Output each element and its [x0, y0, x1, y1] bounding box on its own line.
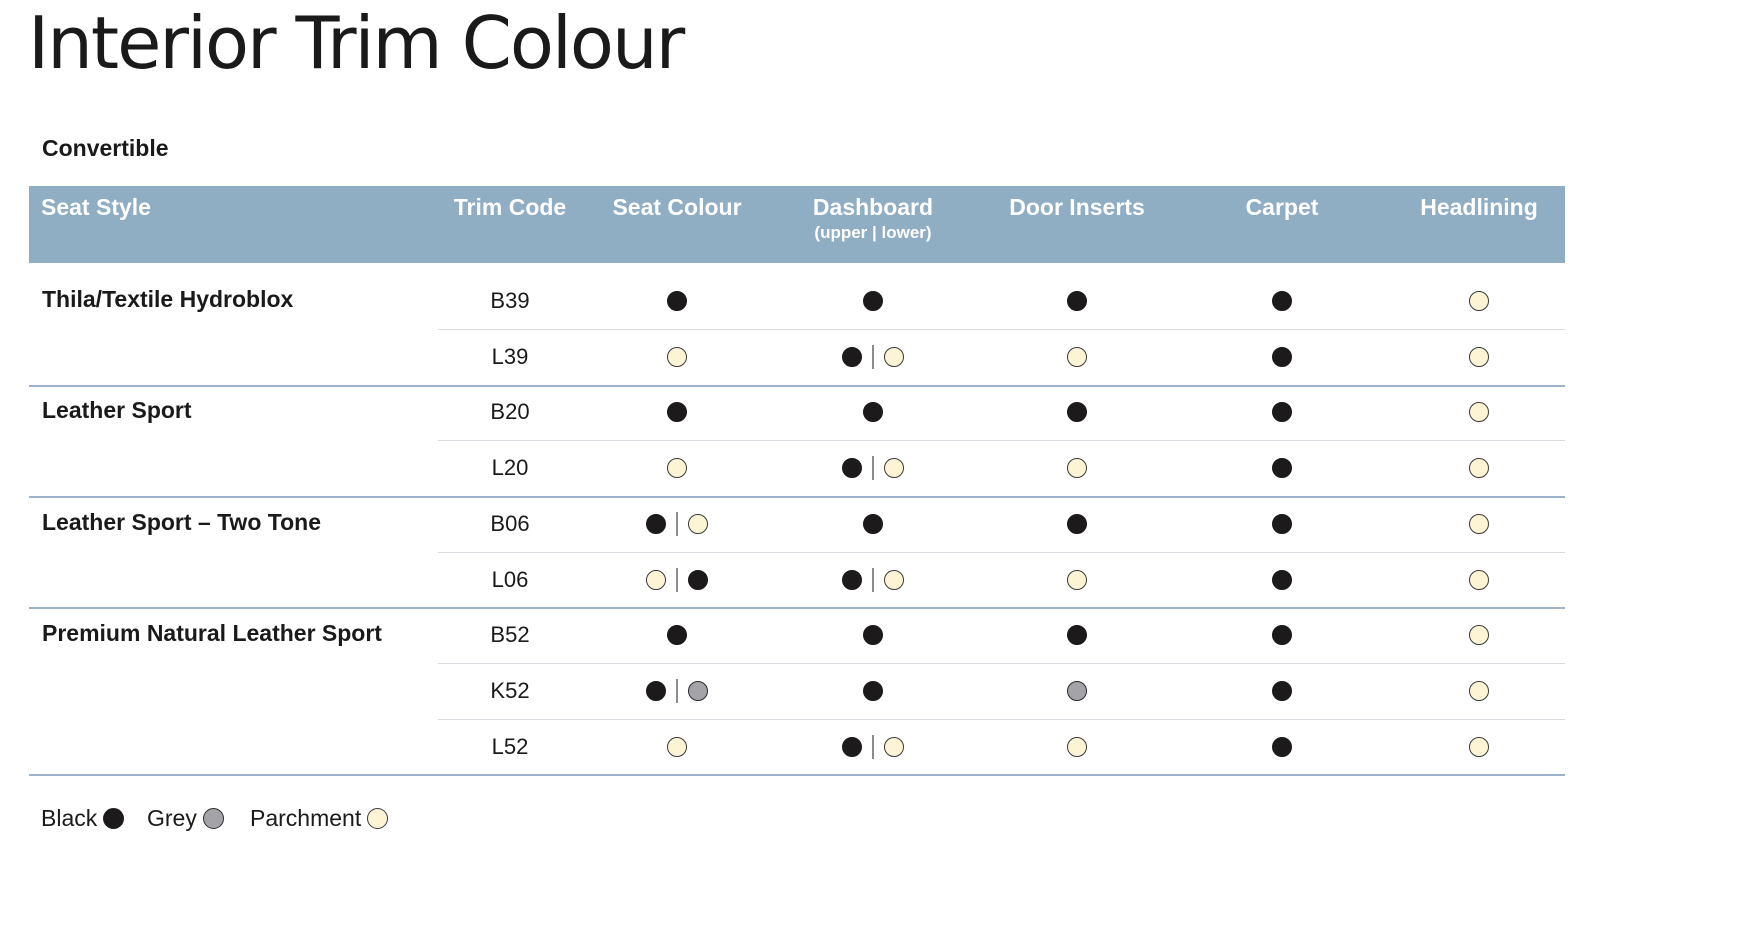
parchment-swatch-icon [1469, 514, 1489, 534]
black-swatch-icon [1272, 458, 1292, 478]
black-swatch-icon [667, 291, 687, 311]
legend-black [41, 805, 124, 832]
group-divider [29, 496, 1565, 498]
trim-code: B39 [490, 288, 530, 313]
group-divider [29, 774, 1565, 776]
grey-swatch-icon [1067, 681, 1087, 701]
header-trim-code: Trim Code [453, 194, 567, 220]
row-divider [438, 329, 1565, 330]
black-swatch-icon [863, 291, 883, 311]
seat-style-label: Thila/Textile Hydroblox [42, 286, 294, 312]
black-swatch-icon [1272, 681, 1292, 701]
trim-code: B06 [490, 510, 530, 536]
trim-code: L52 [491, 733, 529, 759]
header-headlining: Headlining [1420, 194, 1538, 220]
header-door-inserts: Door Inserts [1009, 194, 1145, 220]
trim-code: L06 [491, 566, 529, 592]
row-divider [438, 719, 1565, 720]
seat-colour-divider [676, 512, 678, 536]
black-swatch-icon [646, 514, 666, 534]
trim-code: L39 [491, 343, 529, 369]
parchment-swatch-icon [1469, 291, 1489, 311]
parchment-swatch-icon [1067, 570, 1087, 590]
seat-style-label: Premium Natural Leather Sport [42, 620, 382, 647]
parchment-swatch-icon [1469, 625, 1489, 645]
row-divider [438, 440, 1565, 441]
black-swatch-icon [667, 402, 687, 422]
dashboard-divider [872, 345, 874, 369]
parchment-swatch-icon [1469, 681, 1489, 701]
black-swatch-icon [103, 808, 124, 829]
group-divider [29, 607, 1565, 609]
seat-style-label: Leather Sport [42, 397, 192, 424]
black-swatch-icon [842, 737, 862, 757]
section-subtitle: Convertible [42, 135, 169, 161]
parchment-swatch-icon [1469, 570, 1489, 590]
black-swatch-icon [1067, 291, 1087, 311]
trim-code: K52 [490, 677, 530, 703]
header-carpet: Carpet [1245, 194, 1319, 220]
black-swatch-icon [1272, 514, 1292, 534]
black-swatch-icon [863, 514, 883, 534]
parchment-swatch-icon [1067, 458, 1087, 478]
black-swatch-icon [1272, 737, 1292, 757]
header-dashboard-label: Dashboard [812, 194, 934, 220]
black-swatch-icon [1067, 514, 1087, 534]
parchment-swatch-icon [1469, 402, 1489, 422]
black-swatch-icon [842, 570, 862, 590]
group-divider [29, 385, 1565, 387]
trim-code: B52 [490, 622, 530, 648]
parchment-swatch-icon [1067, 347, 1087, 367]
dashboard-divider [872, 568, 874, 592]
legend-parchment-label: Parchment [250, 805, 362, 831]
page-title: Interior Trim Colour [28, 1, 684, 85]
row-divider [438, 552, 1565, 553]
seat-colour-divider [676, 679, 678, 703]
header-dashboard [813, 194, 933, 243]
seat-style-label: Leather Sport – Two Tone [42, 508, 321, 535]
trim-code: B20 [490, 399, 530, 425]
black-swatch-icon [1272, 625, 1292, 645]
black-swatch-icon [667, 625, 687, 645]
grey-swatch-icon [688, 681, 708, 701]
seat-colour-divider [676, 568, 678, 592]
black-swatch-icon [1272, 570, 1292, 590]
parchment-swatch-icon [884, 458, 904, 478]
parchment-swatch-icon [884, 570, 904, 590]
parchment-swatch-icon [884, 347, 904, 367]
header-dashboard-sub: (upper | lower) [814, 223, 932, 242]
black-swatch-icon [1272, 291, 1292, 311]
legend-black-label: Black [41, 805, 98, 831]
black-swatch-icon [863, 402, 883, 422]
parchment-swatch-icon [884, 737, 904, 757]
parchment-swatch-icon [667, 347, 687, 367]
black-swatch-icon [688, 570, 708, 590]
table-header [29, 186, 1565, 263]
parchment-swatch-icon [688, 514, 708, 534]
parchment-swatch-icon [1067, 737, 1087, 757]
parchment-swatch-icon [667, 458, 687, 478]
grey-swatch-icon [203, 808, 224, 829]
black-swatch-icon [842, 347, 862, 367]
dashboard-divider [872, 735, 874, 759]
parchment-swatch-icon [646, 570, 666, 590]
black-swatch-icon [863, 625, 883, 645]
parchment-swatch-icon [1469, 458, 1489, 478]
black-swatch-icon [1067, 625, 1087, 645]
black-swatch-icon [1067, 402, 1087, 422]
parchment-swatch-icon [667, 737, 687, 757]
row-divider [438, 663, 1565, 664]
black-swatch-icon [1272, 402, 1292, 422]
legend-grey-label: Grey [147, 805, 197, 831]
black-swatch-icon [646, 681, 666, 701]
parchment-swatch-icon [1469, 737, 1489, 757]
legend-grey [147, 805, 224, 832]
legend-parchment [250, 805, 388, 832]
header-seat-colour: Seat Colour [612, 194, 742, 220]
parchment-swatch-icon [1469, 347, 1489, 367]
black-swatch-icon [1272, 347, 1292, 367]
black-swatch-icon [863, 681, 883, 701]
trim-code: L20 [491, 455, 529, 481]
dashboard-divider [872, 456, 874, 480]
black-swatch-icon [842, 458, 862, 478]
parchment-swatch-icon [367, 808, 388, 829]
header-seat-style: Seat Style [41, 194, 151, 220]
